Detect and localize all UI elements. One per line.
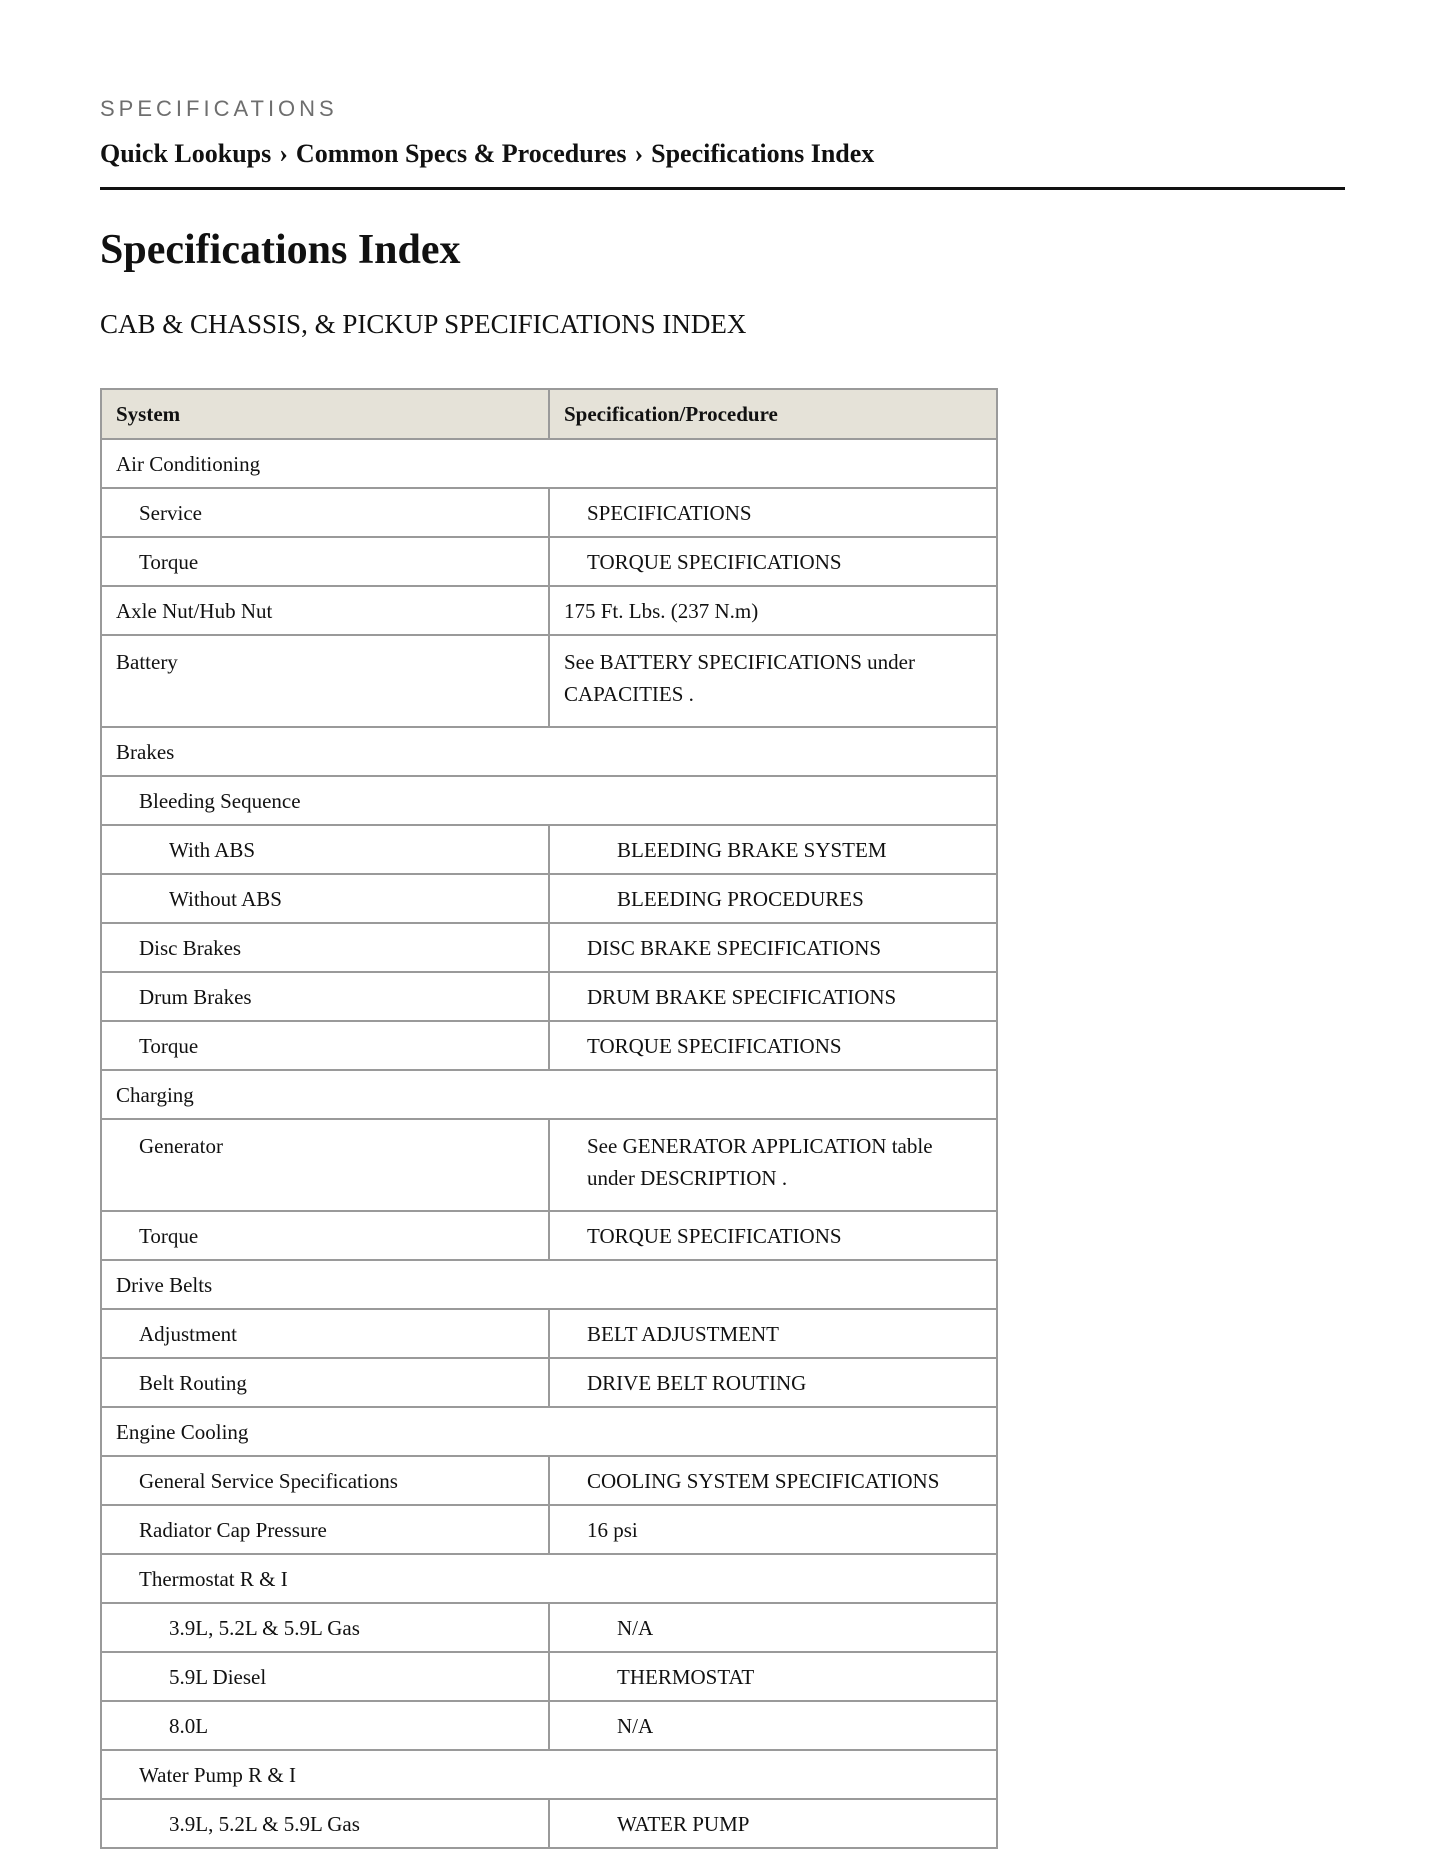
- system-cell: Without ABS: [101, 874, 549, 923]
- spec-cell: SPECIFICATIONS: [549, 488, 997, 537]
- table-group-row: [101, 1260, 997, 1309]
- spec-cell: DISC BRAKE SPECIFICATIONS: [549, 923, 997, 972]
- table-row: [101, 1603, 997, 1652]
- system-group-cell: Bleeding Sequence: [101, 776, 997, 825]
- table-row: [101, 1211, 997, 1260]
- table-row: [101, 1505, 997, 1554]
- system-cell: General Service Specifications: [101, 1456, 549, 1505]
- system-cell: Service: [101, 488, 549, 537]
- specifications-table: [100, 388, 998, 1849]
- spec-cell: N/A: [549, 1603, 997, 1652]
- spec-cell: DRIVE BELT ROUTING: [549, 1358, 997, 1407]
- table-group-row: [101, 1750, 997, 1799]
- table-body: [101, 439, 997, 1848]
- table-group-row: [101, 776, 997, 825]
- system-group-cell: Drive Belts: [101, 1260, 997, 1309]
- table-row: [101, 1652, 997, 1701]
- table-row: [101, 1799, 997, 1848]
- table-row: [101, 488, 997, 537]
- system-cell: Belt Routing: [101, 1358, 549, 1407]
- column-header-system: System: [101, 389, 549, 439]
- spec-cell: BLEEDING PROCEDURES: [549, 874, 997, 923]
- table-row: [101, 1701, 997, 1750]
- system-cell: Drum Brakes: [101, 972, 549, 1021]
- table-header-row: [101, 389, 997, 439]
- system-cell: Radiator Cap Pressure: [101, 1505, 549, 1554]
- breadcrumb-separator: ›: [279, 139, 288, 168]
- breadcrumb-item-quick-lookups[interactable]: Quick Lookups: [100, 139, 272, 168]
- system-cell: Generator: [101, 1119, 549, 1211]
- spec-cell: 175 Ft. Lbs. (237 N.m): [549, 586, 997, 635]
- spec-cell: N/A: [549, 1701, 997, 1750]
- system-cell: Torque: [101, 1021, 549, 1070]
- system-group-cell: Engine Cooling: [101, 1407, 997, 1456]
- system-cell: Axle Nut/Hub Nut: [101, 586, 549, 635]
- spec-cell: TORQUE SPECIFICATIONS: [549, 1211, 997, 1260]
- section-label: SPECIFICATIONS: [100, 96, 338, 121]
- page-title: Specifications Index: [100, 227, 461, 273]
- spec-cell: BLEEDING BRAKE SYSTEM: [549, 825, 997, 874]
- breadcrumb-separator: ›: [634, 139, 644, 168]
- spec-cell: THERMOSTAT: [549, 1652, 997, 1701]
- spec-cell: WATER PUMP: [549, 1799, 997, 1848]
- spec-cell: BELT ADJUSTMENT: [549, 1309, 997, 1358]
- column-header-spec: Specification/Procedure: [549, 389, 997, 439]
- table-group-row: [101, 727, 997, 776]
- table-group-row: [101, 1554, 997, 1603]
- system-group-cell: Thermostat R & I: [101, 1554, 997, 1603]
- breadcrumb-item-common-specs[interactable]: Common Specs & Procedures: [295, 139, 627, 168]
- index-subtitle: CAB & CHASSIS, & PICKUP SPECIFICATIONS INDEX: [100, 309, 747, 339]
- breadcrumb: [100, 137, 874, 171]
- spec-cell: TORQUE SPECIFICATIONS: [549, 1021, 997, 1070]
- table-row: [101, 972, 997, 1021]
- system-cell: 5.9L Diesel: [101, 1652, 549, 1701]
- table-row: [101, 635, 997, 727]
- table-row: [101, 586, 997, 635]
- table-group-row: [101, 1070, 997, 1119]
- table-row: [101, 1358, 997, 1407]
- table-row: [101, 1456, 997, 1505]
- system-cell: Torque: [101, 537, 549, 586]
- system-cell: Battery: [101, 635, 549, 727]
- table-row: [101, 537, 997, 586]
- system-cell: 3.9L, 5.2L & 5.9L Gas: [101, 1603, 549, 1652]
- system-group-cell: Air Conditioning: [101, 439, 997, 488]
- spec-cell: COOLING SYSTEM SPECIFICATIONS: [549, 1456, 997, 1505]
- breadcrumb-item-specifications-index[interactable]: Specifications Index: [651, 139, 875, 168]
- table-row: [101, 1021, 997, 1070]
- system-cell: 3.9L, 5.2L & 5.9L Gas: [101, 1799, 549, 1848]
- spec-cell: DRUM BRAKE SPECIFICATIONS: [549, 972, 997, 1021]
- system-cell: With ABS: [101, 825, 549, 874]
- system-cell: 8.0L: [101, 1701, 549, 1750]
- table-group-row: [101, 1407, 997, 1456]
- spec-cell: See GENERATOR APPLICATION table under DESCRIPTION .: [549, 1119, 997, 1211]
- system-cell: Torque: [101, 1211, 549, 1260]
- spec-cell: See BATTERY SPECIFICATIONS under CAPACITIES .: [549, 635, 997, 727]
- system-cell: Adjustment: [101, 1309, 549, 1358]
- system-group-cell: Water Pump R & I: [101, 1750, 997, 1799]
- table-row: [101, 825, 997, 874]
- table-group-row: [101, 439, 997, 488]
- spec-cell: TORQUE SPECIFICATIONS: [549, 537, 997, 586]
- spec-cell: 16 psi: [549, 1505, 997, 1554]
- system-cell: Disc Brakes: [101, 923, 549, 972]
- table-row: [101, 1309, 997, 1358]
- table-row: [101, 874, 997, 923]
- header-divider: [100, 187, 1345, 190]
- system-group-cell: Charging: [101, 1070, 997, 1119]
- system-group-cell: Brakes: [101, 727, 997, 776]
- table-row: [101, 923, 997, 972]
- table-row: [101, 1119, 997, 1211]
